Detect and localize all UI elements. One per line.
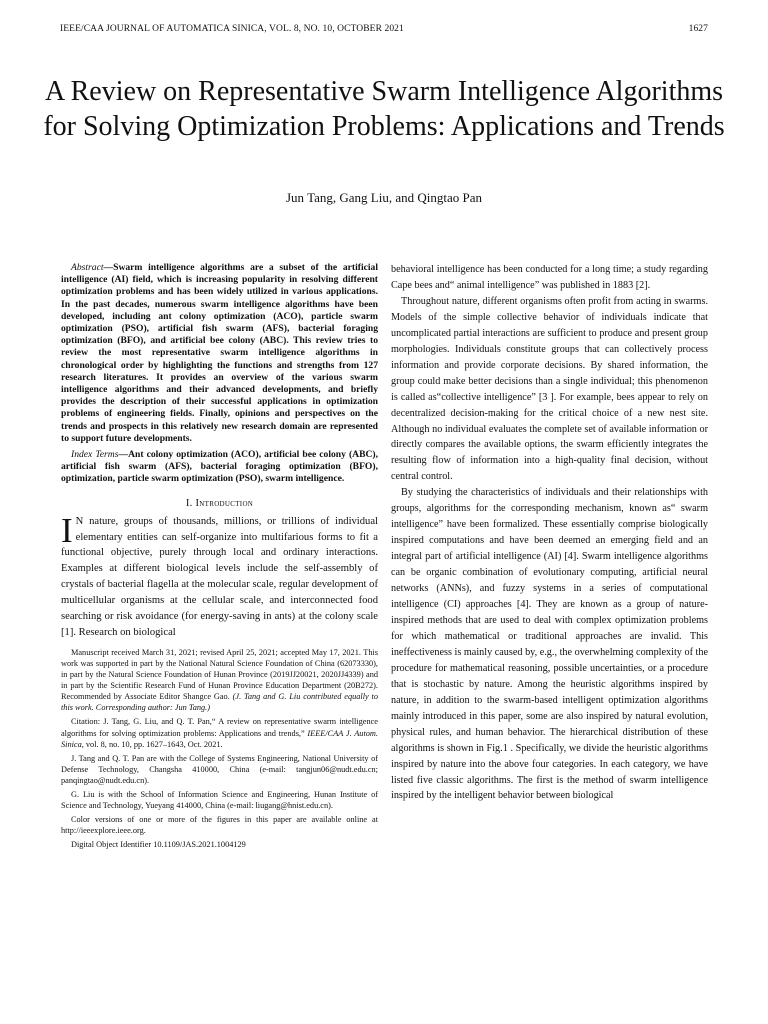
abstract [61, 262, 378, 445]
right-paragraph-2: Throughout nature, different organisms often profit from acting in swarms. Models of the simple collective behavior of individuals indicate that uncomplicated partial interactions are sufficient to produce and present group morphologies. Individuals constitute groups that can collectively process information and provide corporate decisions. By shared information, the group could make better decisions than a single individual; this phenomenon is called as“collective intelligence” [3 ]. For example, bees appear to rely on decentralized decision-making for the critical choice of a new nest site. Although no individual evaluates the complete set of available information or directly compares the available options, the swarm efficiently integrates the resulting flow of information into a high-quality final decision, without central control. [391, 295, 708, 483]
footnote-color: Color versions of one or more of the figures in this paper are available online at http://ieeexplore.ieee.org. [61, 815, 378, 836]
right-column [391, 262, 708, 804]
drop-cap: I [61, 510, 73, 550]
footnote-citation [61, 716, 378, 749]
right-paragraph-3: By studying the characteristics of individuals and their relationships with groups, algorithms for the corresponding mechanism, known as“ swarm intelligence” have been formalized. These essentially comprise biologically inspired computations and have been deemed an emerging field and an integral part of artificial intelligence (AI) [4]. Swarm intelligence algorithms can be organic combination of evolutionary computing, artificial neural networks (ANNs), and fuzzy systems in a series of computational intelligence (CI) approaches [4]. They are known as a group of nature-inspired methods that are used to deal with complex optimization problems for which mathematical or traditional approaches are invalid. This ineffectiveness is mainly caused by, e.g., the overwhelming complexity of the procedure for mathematical reasoning, possible uncertainties, or a procedure that is stochastic by nature. Among the heuristic algorithms inspired by nature, in addition to the swarm-based intelligent optimization algorithms mainly introduced in this paper, some are also inspired by natural evolution, physical rules, and human behavior. The hierarchical distribution of these algorithms is shown in Fig.1 . Specifically, we divide the heuristic algorithms inspired by nature into the above four categories. In each category, we have listed five classic algorithms. The first is the method of swarm intelligence inspired by the intelligent behavior between biological [391, 487, 708, 802]
citation-journal: IEEE/CAA J. Autom. Sinica [61, 728, 378, 749]
abstract-dash: — [103, 262, 114, 273]
footnote-manuscript [61, 647, 378, 714]
footnote-affiliation-2: G. Liu is with the School of Information Science and Engineering, Hunan Institute of Science and Technology, Yueyang 414000, China (e-mail: liugang@hnist.edu.cn). [61, 789, 378, 811]
intro-first-word: N [75, 515, 84, 527]
journal-header: IEEE/CAA JOURNAL OF AUTOMATICA SINICA, VOL. 8, NO. 10, OCTOBER 2021 [60, 24, 404, 34]
citation-text: Citation: J. Tang, G. Liu, and Q. T. Pan,“ A review on representative swarm intelligence algorithms for solving optimization problems: Applications and trends,” [61, 717, 378, 738]
index-terms-label: Index Terms [71, 449, 119, 461]
intro-paragraph [61, 510, 378, 641]
index-terms-dash: — [118, 449, 129, 461]
author-list: Jun Tang, Gang Liu, and Qingtao Pan [286, 190, 482, 205]
section-number: I. [185, 497, 193, 509]
footnote-manuscript-italic: (J. Tang and G. Liu contributed equally to this work. Corresponding author: Jun Tang.) [61, 692, 378, 713]
index-terms-text: Ant colony optimization (ACO), artificial bee colony (ABC), artificial fish swarm (AFS), bacterial foraging optimization (BFO), optimization, particle swarm optimization (PSO), swarm intelligence. [61, 449, 378, 485]
section-heading-introduction [61, 496, 378, 512]
page-number: 1627 [688, 24, 708, 34]
footnotes [61, 647, 378, 851]
section-title: Introduction [195, 497, 254, 509]
left-column [61, 262, 378, 853]
right-paragraph-1: behavioral intelligence has been conducted for a long time; a study regarding Cape bees and“ animal intelligence” was published in 1883 [2]. [391, 264, 708, 291]
citation-post: , vol. 8, no. 10, pp. 1627–1643, Oct. 2021. [81, 739, 223, 749]
abstract-text: Swarm intelligence algorithms are a subset of the artificial intelligence (AI) field, which is increasing popularity in resolving different optimization problems and has been widely utilized in various applications. In the past decades, numerous swarm intelligence algorithms have been developed, including ant colony optimization (ACO), particle swarm optimization (PSO), artificial fish swarm (AFS), bacterial foraging optimization (BFO), and artificial bee colony (ABC). This review tries to review the most representative swarm intelligence algorithms in chronological order by highlighting the functions and strengths from 127 research literatures. It provides an overview of the various swarm intelligence algorithms and their advanced developments, and briefly provides the description of their successful applications in optimization problems of engineering fields. Finally, opinions and perspectives on the trends and prospects in this relatively new research domain are represented to support future developments. [61, 262, 378, 444]
footnote-affiliation-1: J. Tang and Q. T. Pan are with the College of Systems Engineering, National University of Defense Technology, Changsha 410000, China (e-mail: tangjun06@nudt.edu.cn; panqingtao@nudt.edu.cn). [61, 753, 378, 785]
intro-text: nature, groups of thousands, millions, or trillions of individual elementary entities can self-organize into multifarious forms to fit a functional objective, purely through local and ordinary interactions. Examples at different biological levels include the self-assembly of crystals of bacterial flagella at the molecular scale, regular development of multicellular organisms at the cellular scale, and interconnected food searching or risk avoidance (for energy-saving in ants) at the colony scale [1]. Research on biological [61, 515, 378, 638]
paper-title: A Review on Representative Swarm Intelligence Algorithms for Solving Optimization Problems: Applications and Trends [43, 76, 725, 142]
footnote-manuscript-text: Manuscript received March 31, 2021; revised April 25, 2021; accepted May 17, 2021. This work was supported in part by the National Natural Science Foundation of China (62073330), in part by the Natural Science Foundation of Hunan Province (2019JJ20021, 2020JJ4339) and in part by the Scientific Research Fund of Hunan Province Education Department (20B272). Recommended by Associate Editor Shangce Gao. [61, 647, 378, 702]
index-terms [61, 449, 378, 486]
footnote-doi: Digital Object Identifier 10.1109/JAS.2021.1004129 [71, 840, 246, 850]
abstract-label: Abstract [71, 262, 104, 273]
